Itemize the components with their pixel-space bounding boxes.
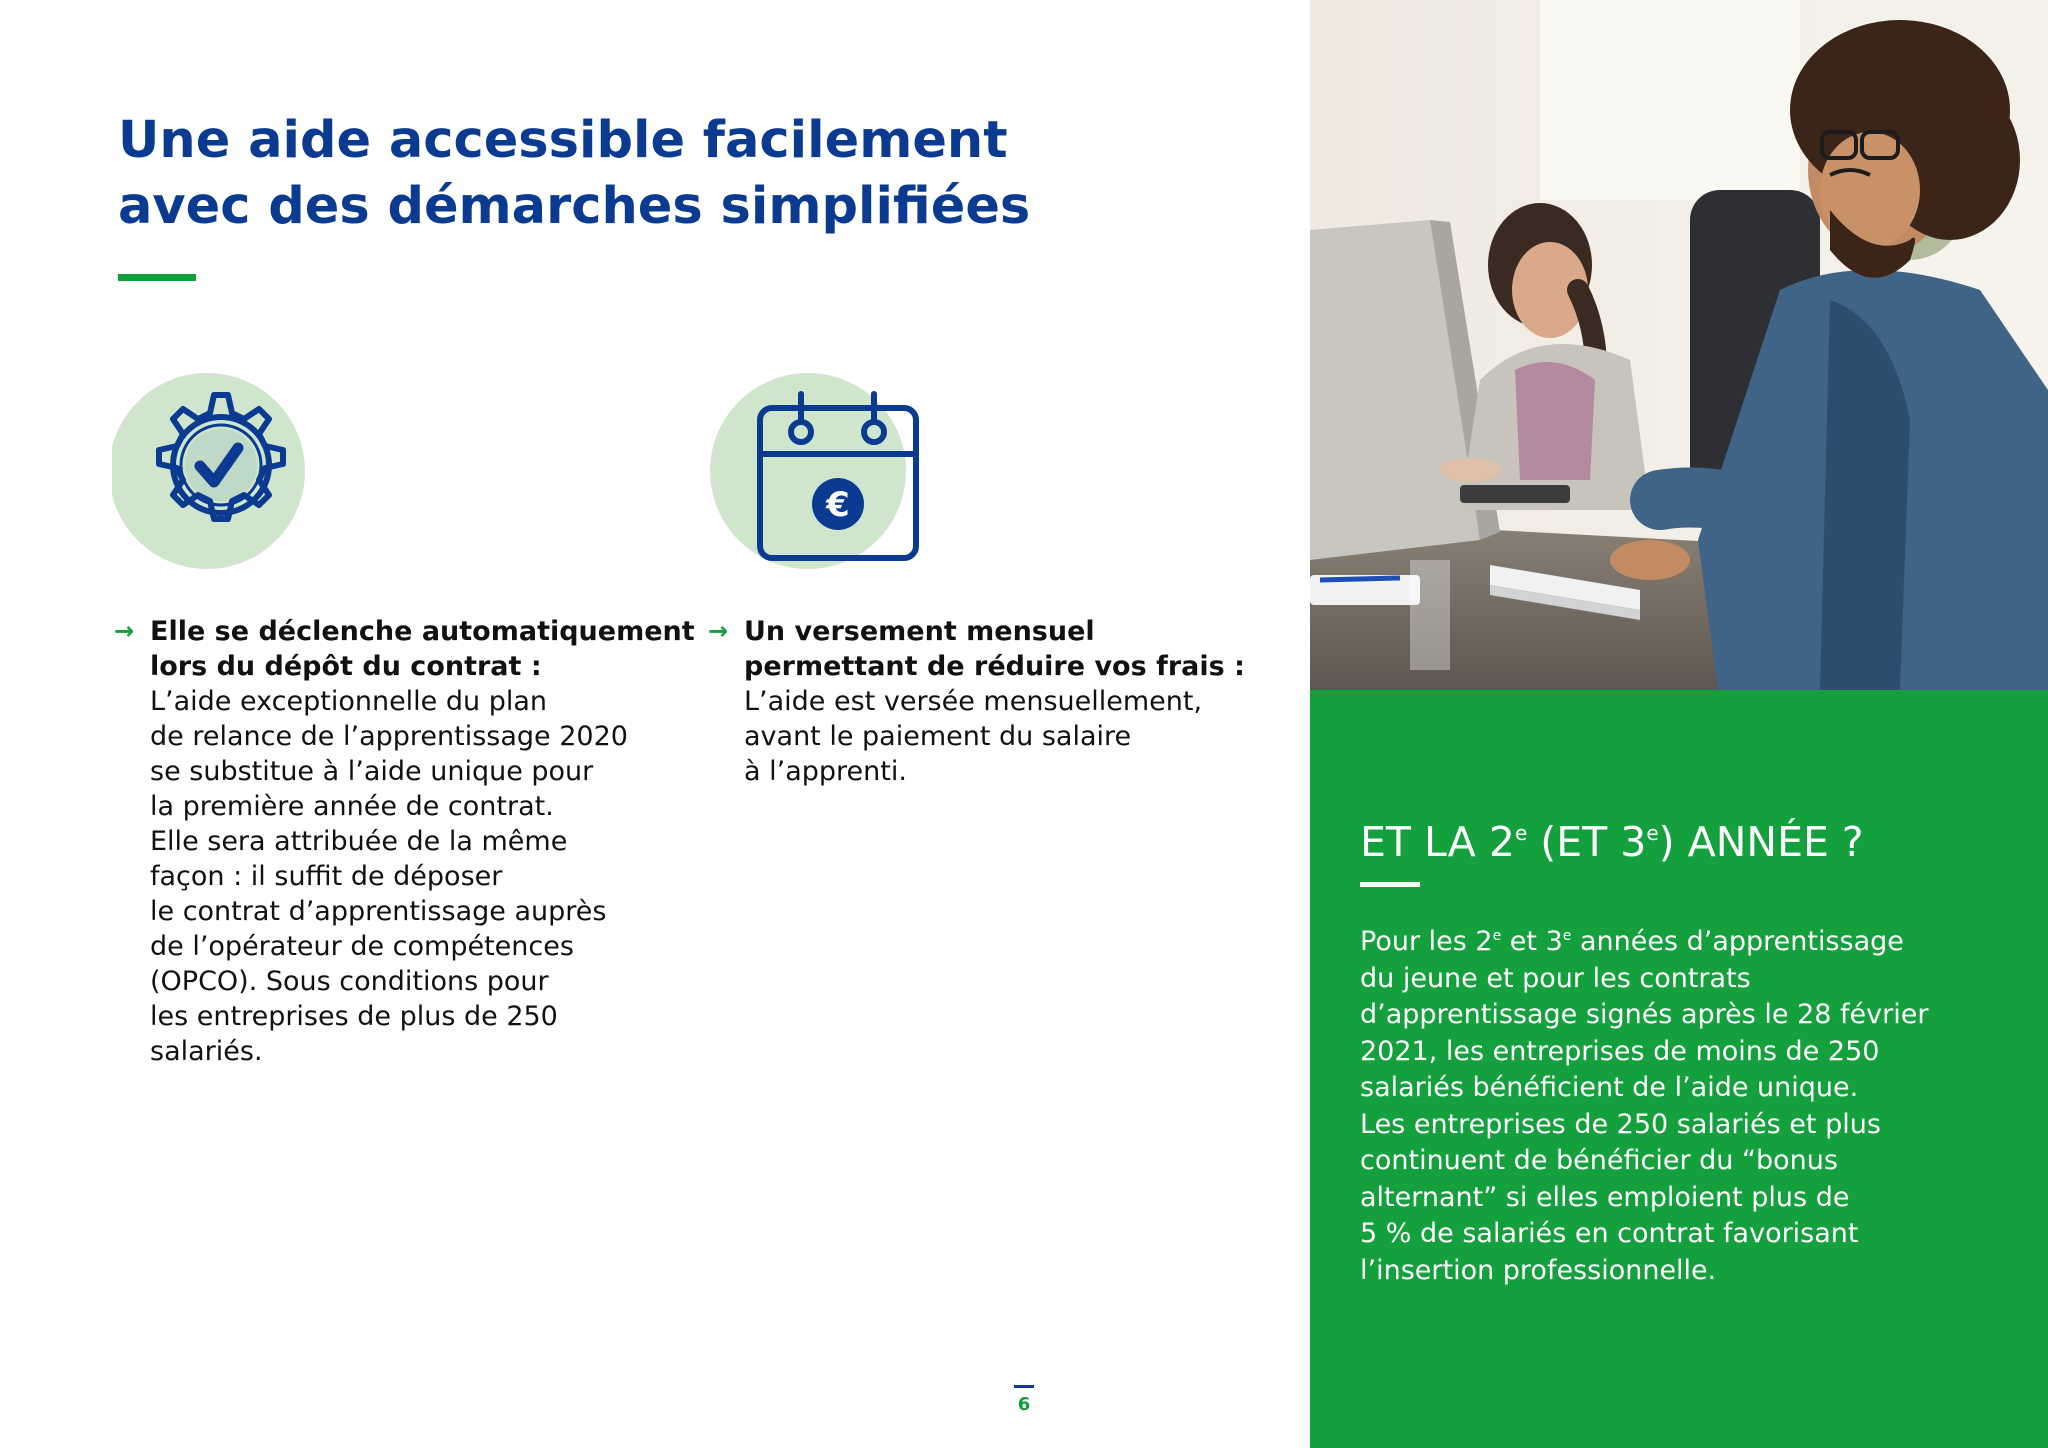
calendar-euro-icon [706, 366, 926, 586]
feature-automatic-trigger [114, 614, 695, 1069]
panel-body-line: alternant” si elles emploient plus de [1360, 1181, 1850, 1213]
page-number: 6 [1017, 1394, 1031, 1415]
panel-title-part: ET LA 2 [1360, 818, 1515, 866]
page-number-rule [1014, 1385, 1034, 1388]
feature-body-line: le contrat d’apprentissage auprès [150, 896, 607, 927]
feature-body-line: la première année de contrat. [150, 791, 554, 822]
panel-body-line [1360, 918, 2020, 961]
feature-heading-line: permettant de réduire vos frais : [744, 651, 1245, 682]
title-underline [118, 274, 196, 281]
panel-title-part: ) ANNÉE ? [1658, 818, 1864, 866]
feature-body-line: L’aide exceptionnelle du plan [150, 686, 548, 717]
svg-text:€: € [826, 485, 850, 525]
feature-body-line: façon : il suffit de déposer [150, 861, 503, 892]
panel-body-line: du jeune et pour les contrats [1360, 962, 1751, 994]
panel-text-part: années d’apprentissage [1571, 926, 1904, 957]
feature-body-line: L’aide est versée mensuellement, [744, 686, 1203, 717]
panel-superscript: e [1562, 928, 1572, 944]
page-title-line-1: Une aide accessible facilement [118, 111, 1008, 170]
panel-body-line: l’insertion professionnelle. [1360, 1254, 1717, 1286]
feature-body-line: de relance de l’apprentissage 2020 [150, 721, 628, 752]
feature-body-line: les entreprises de plus de 250 [150, 1001, 558, 1032]
panel-body [1360, 918, 2020, 1289]
feature-body-line: avant le paiement du salaire [744, 721, 1132, 752]
arrow-right-icon: → [708, 617, 729, 645]
panel-title-part: (ET 3 [1527, 818, 1647, 866]
page-title [118, 108, 1118, 240]
info-panel [1310, 690, 2048, 1448]
feature-heading-line: Elle se déclenche automatiquement [150, 616, 695, 647]
panel-text-part: Pour les 2 [1360, 926, 1493, 957]
feature-body-line: à l’apprenti. [744, 756, 907, 787]
feature-monthly-payment [708, 614, 1268, 789]
right-page [1310, 0, 2048, 1448]
office-photo [1310, 0, 2048, 690]
feature-heading-line: lors du dépôt du contrat : [150, 651, 542, 682]
panel-body-line: 5 % de salariés en contrat favorisant [1360, 1218, 1859, 1249]
gear-check-icon [112, 366, 332, 586]
panel-title [1360, 808, 1864, 867]
panel-title-superscript: e [1646, 821, 1659, 845]
panel-body-line: salariés bénéficient de l’aide unique. [1360, 1072, 1859, 1103]
arrow-right-icon: → [114, 617, 135, 645]
panel-text-part: et 3 [1501, 926, 1563, 957]
panel-body-line: 2021, les entreprises de moins de 250 [1360, 1035, 1880, 1067]
page-title-line-2: avec des démarches simplifiées [118, 177, 1031, 236]
panel-superscript: e [1492, 928, 1502, 944]
feature-body-line: salariés. [150, 1036, 263, 1067]
feature-body-line: se substitue à l’aide unique pour [150, 756, 594, 787]
panel-body-line: continuent de bénéficier du “bonus [1360, 1145, 1838, 1176]
panel-body-line: Les entreprises de 250 salariés et plus [1360, 1108, 1881, 1140]
feature-body-line: (OPCO). Sous conditions pour [150, 966, 549, 997]
panel-title-underline [1360, 882, 1420, 887]
feature-heading-line: Un versement mensuel [744, 616, 1095, 647]
feature-body-line: Elle sera attribuée de la même [150, 826, 568, 857]
feature-body-line: de l’opérateur de compétences [150, 931, 574, 962]
panel-body-line: d’apprentissage signés après le 28 février [1360, 999, 1929, 1030]
panel-title-superscript: e [1514, 821, 1528, 845]
